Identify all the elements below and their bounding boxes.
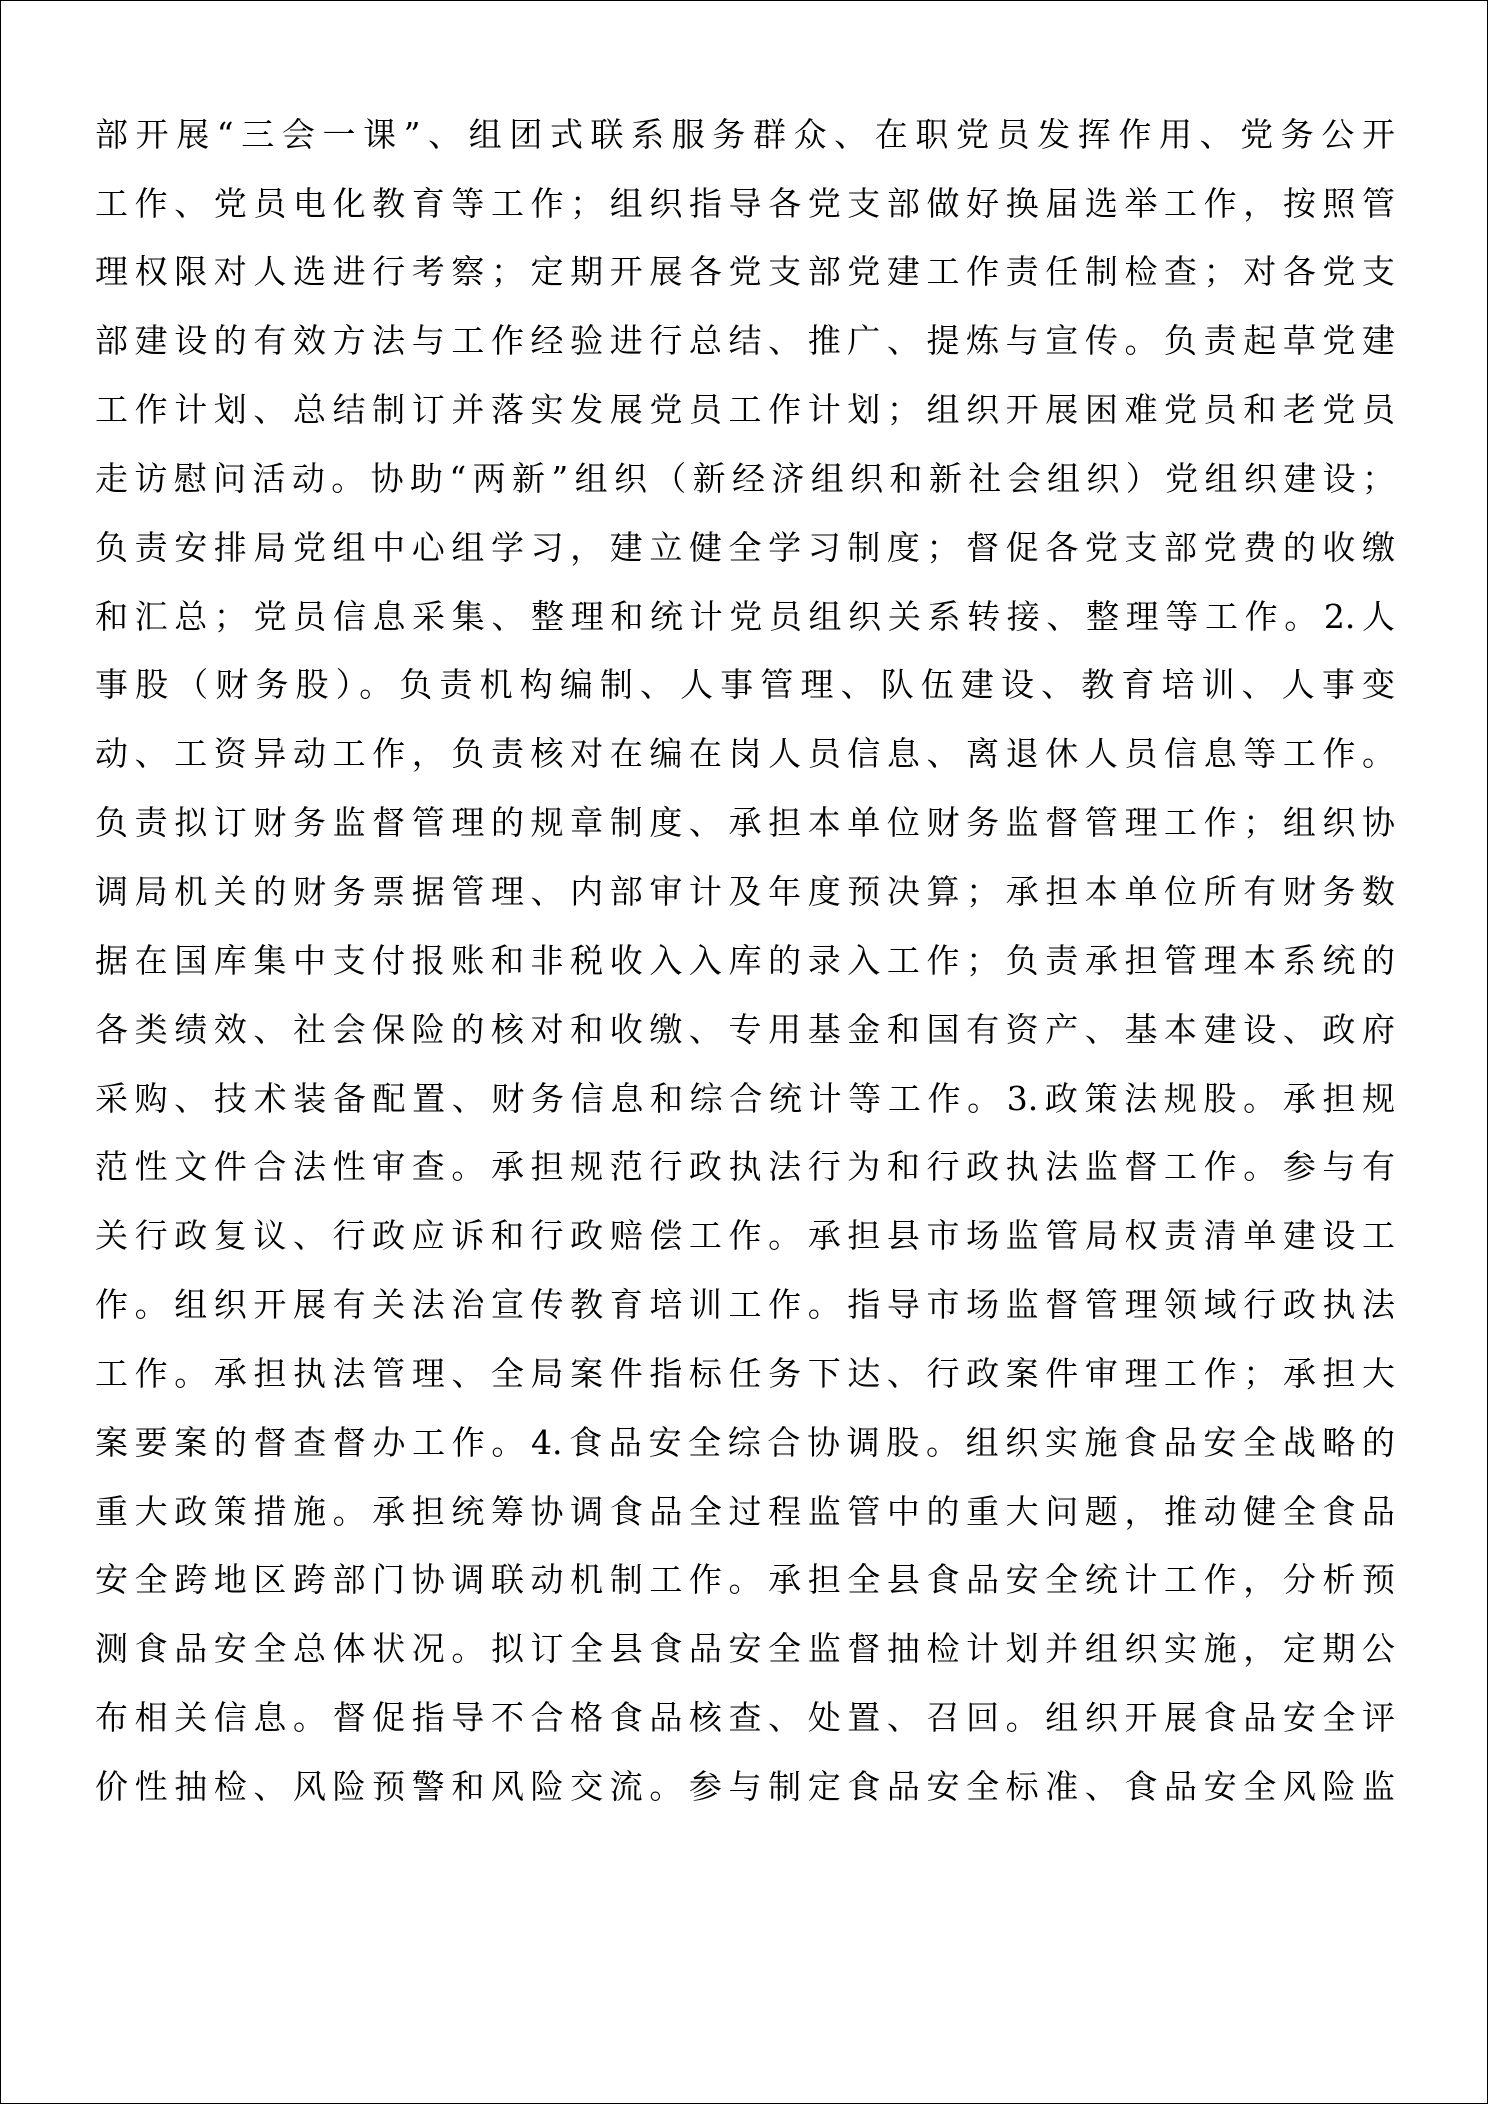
- text-line: 和汇总；党员信息采集、整理和统计党员组织关系转接、整理等工作。2.人: [95, 597, 1395, 636]
- text-line: 案要案的督查督办工作。4.食品安全综合协调股。组织实施食品安全战略的: [95, 1423, 1395, 1462]
- text-line: 布相关信息。督促指导不合格食品核查、处置、召回。组织开展食品安全评: [95, 1698, 1395, 1737]
- text-line: 工作计划、总结制订并落实发展党员工作计划；组织开展困难党员和老党员: [95, 390, 1395, 429]
- text-line: 部开展“三会一课”、组团式联系服务群众、在职党员发挥作用、党务公开: [95, 115, 1395, 154]
- text-line: 范性文件合法性审查。承担规范行政执法行为和行政执法监督工作。参与有: [95, 1147, 1395, 1186]
- text-line: 负责拟订财务监督管理的规章制度、承担本单位财务监督管理工作；组织协: [95, 803, 1395, 842]
- text-line: 动、工资异动工作，负责核对在编在岗人员信息、离退休人员信息等工作。: [95, 734, 1395, 773]
- text-line: 各类绩效、社会保险的核对和收缴、专用基金和国有资产、基本建设、政府: [95, 1010, 1395, 1049]
- text-line: 采购、技术装备配置、财务信息和综合统计等工作。3.政策法规股。承担规: [95, 1079, 1395, 1118]
- text-line: 安全跨地区跨部门协调联动机制工作。承担全县食品安全统计工作，分析预: [95, 1560, 1395, 1599]
- text-line: 调局机关的财务票据管理、内部审计及年度预决算；承担本单位所有财务数: [95, 872, 1395, 911]
- text-line: 作。组织开展有关法治宣传教育培训工作。指导市场监督管理领域行政执法: [95, 1285, 1395, 1324]
- text-line: 据在国库集中支付报账和非税收入入库的录入工作；负责承担管理本系统的: [95, 941, 1395, 980]
- text-line: 测食品安全总体状况。拟订全县食品安全监督抽检计划并组织实施，定期公: [95, 1629, 1395, 1668]
- text-line: 事股（财务股）。负责机构编制、人事管理、队伍建设、教育培训、人事变: [95, 665, 1395, 704]
- text-line: 关行政复议、行政应诉和行政赔偿工作。承担县市场监管局权责清单建设工: [95, 1216, 1395, 1255]
- text-line: 工作。承担执法管理、全局案件指标任务下达、行政案件审理工作；承担大: [95, 1354, 1395, 1393]
- text-line: 价性抽检、风险预警和风险交流。参与制定食品安全标准、食品安全风险监: [95, 1767, 1395, 1806]
- text-line: 工作、党员电化教育等工作；组织指导各党支部做好换届选举工作，按照管: [95, 184, 1395, 223]
- text-line: 理权限对人选进行考察；定期开展各党支部党建工作责任制检查；对各党支: [95, 252, 1395, 291]
- document-page: [1, 1, 1488, 2105]
- text-line: 负责安排局党组中心组学习，建立健全学习制度；督促各党支部党费的收缴: [95, 528, 1395, 567]
- text-line: 走访慰问活动。协助“两新”组织（新经济组织和新社会组织）党组织建设；: [95, 459, 1395, 498]
- text-line: 部建设的有效方法与工作经验进行总结、推广、提炼与宣传。负责起草党建: [95, 321, 1395, 360]
- text-line: 重大政策措施。承担统筹协调食品全过程监管中的重大问题，推动健全食品: [95, 1492, 1395, 1531]
